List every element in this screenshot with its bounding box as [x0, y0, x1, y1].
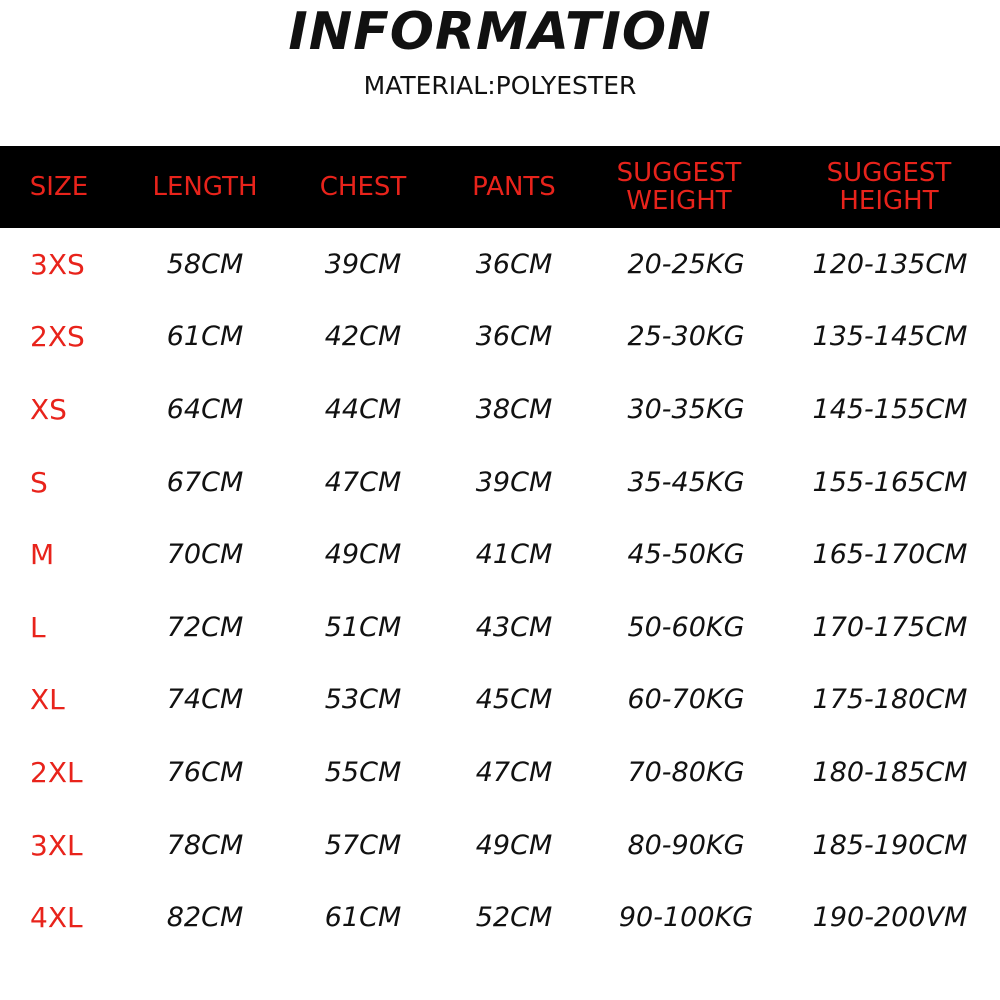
length-cell: 82CM — [166, 902, 244, 934]
header-chest: CHEST — [319, 172, 407, 202]
table-row — [0, 664, 1000, 737]
length-cell: 74CM — [166, 684, 244, 716]
chest-cell: 57CM — [324, 829, 402, 861]
table-row — [0, 518, 1000, 591]
height-cell: 165-170CM — [812, 539, 968, 571]
weight-cell: 80-90KG — [627, 829, 745, 861]
page-title: INFORMATION — [288, 2, 712, 62]
chest-cell: 49CM — [324, 539, 402, 571]
weight-cell: 20-25KG — [627, 248, 745, 280]
weight-cell: 50-60KG — [627, 611, 745, 643]
table-row — [0, 373, 1000, 446]
size-cell: 2XS — [30, 320, 85, 354]
chest-cell: 61CM — [324, 902, 402, 934]
length-cell: 78CM — [166, 829, 244, 861]
height-cell: 180-185CM — [812, 756, 968, 788]
chest-cell: 51CM — [324, 611, 402, 643]
weight-cell: 30-35KG — [627, 393, 745, 425]
table-header — [0, 146, 1000, 228]
size-cell: L — [30, 610, 46, 644]
height-cell: 190-200VM — [812, 902, 968, 934]
pants-cell: 36CM — [475, 248, 553, 280]
length-cell: 64CM — [166, 393, 244, 425]
weight-cell: 35-45KG — [627, 466, 745, 498]
height-cell: 185-190CM — [812, 829, 968, 861]
pants-cell: 47CM — [475, 756, 553, 788]
chest-cell: 44CM — [324, 393, 402, 425]
pants-cell: 41CM — [475, 539, 553, 571]
header-suggest-weight: SUGGEST WEIGHT — [616, 158, 742, 216]
chest-cell: 42CM — [324, 321, 402, 353]
height-cell: 155-165CM — [812, 466, 968, 498]
table-row — [0, 809, 1000, 882]
chest-cell: 47CM — [324, 466, 402, 498]
table-row — [0, 301, 1000, 374]
height-cell: 170-175CM — [812, 611, 968, 643]
pants-cell: 45CM — [475, 684, 553, 716]
size-cell: XL — [30, 683, 65, 717]
length-cell: 61CM — [166, 321, 244, 353]
weight-cell: 60-70KG — [627, 684, 745, 716]
table-row — [0, 736, 1000, 809]
pants-cell: 52CM — [475, 902, 553, 934]
height-cell: 120-135CM — [812, 248, 968, 280]
length-cell: 76CM — [166, 756, 244, 788]
weight-cell: 90-100KG — [618, 902, 754, 934]
table-row — [0, 591, 1000, 664]
material-subtitle: MATERIAL:POLYESTER — [363, 71, 637, 100]
table-row — [0, 228, 1000, 301]
weight-cell: 25-30KG — [627, 321, 745, 353]
height-cell: 135-145CM — [812, 321, 968, 353]
height-cell: 175-180CM — [812, 684, 968, 716]
chest-cell: 39CM — [324, 248, 402, 280]
size-cell: 4XL — [30, 901, 83, 935]
header-length: LENGTH — [152, 172, 258, 202]
pants-cell: 39CM — [475, 466, 553, 498]
length-cell: 72CM — [166, 611, 244, 643]
length-cell: 58CM — [166, 248, 244, 280]
weight-cell: 45-50KG — [627, 539, 745, 571]
chest-cell: 55CM — [324, 756, 402, 788]
length-cell: 67CM — [166, 466, 244, 498]
pants-cell: 38CM — [475, 393, 553, 425]
length-cell: 70CM — [166, 539, 244, 571]
header-suggest-height: SUGGEST HEIGHT — [826, 158, 952, 216]
size-cell: S — [30, 465, 48, 499]
weight-cell: 70-80KG — [627, 756, 745, 788]
size-cell: M — [30, 538, 55, 572]
pants-cell: 36CM — [475, 321, 553, 353]
size-cell: 3XL — [30, 828, 83, 862]
size-cell: XS — [30, 392, 67, 426]
header-size: SIZE — [29, 172, 89, 202]
size-cell: 2XL — [30, 755, 83, 789]
pants-cell: 43CM — [475, 611, 553, 643]
table-row — [0, 446, 1000, 519]
height-cell: 145-155CM — [812, 393, 968, 425]
header-pants: PANTS — [472, 172, 556, 202]
size-table-body — [0, 228, 1000, 954]
pants-cell: 49CM — [475, 829, 553, 861]
chest-cell: 53CM — [324, 684, 402, 716]
table-row — [0, 881, 1000, 954]
size-cell: 3XS — [30, 247, 85, 281]
